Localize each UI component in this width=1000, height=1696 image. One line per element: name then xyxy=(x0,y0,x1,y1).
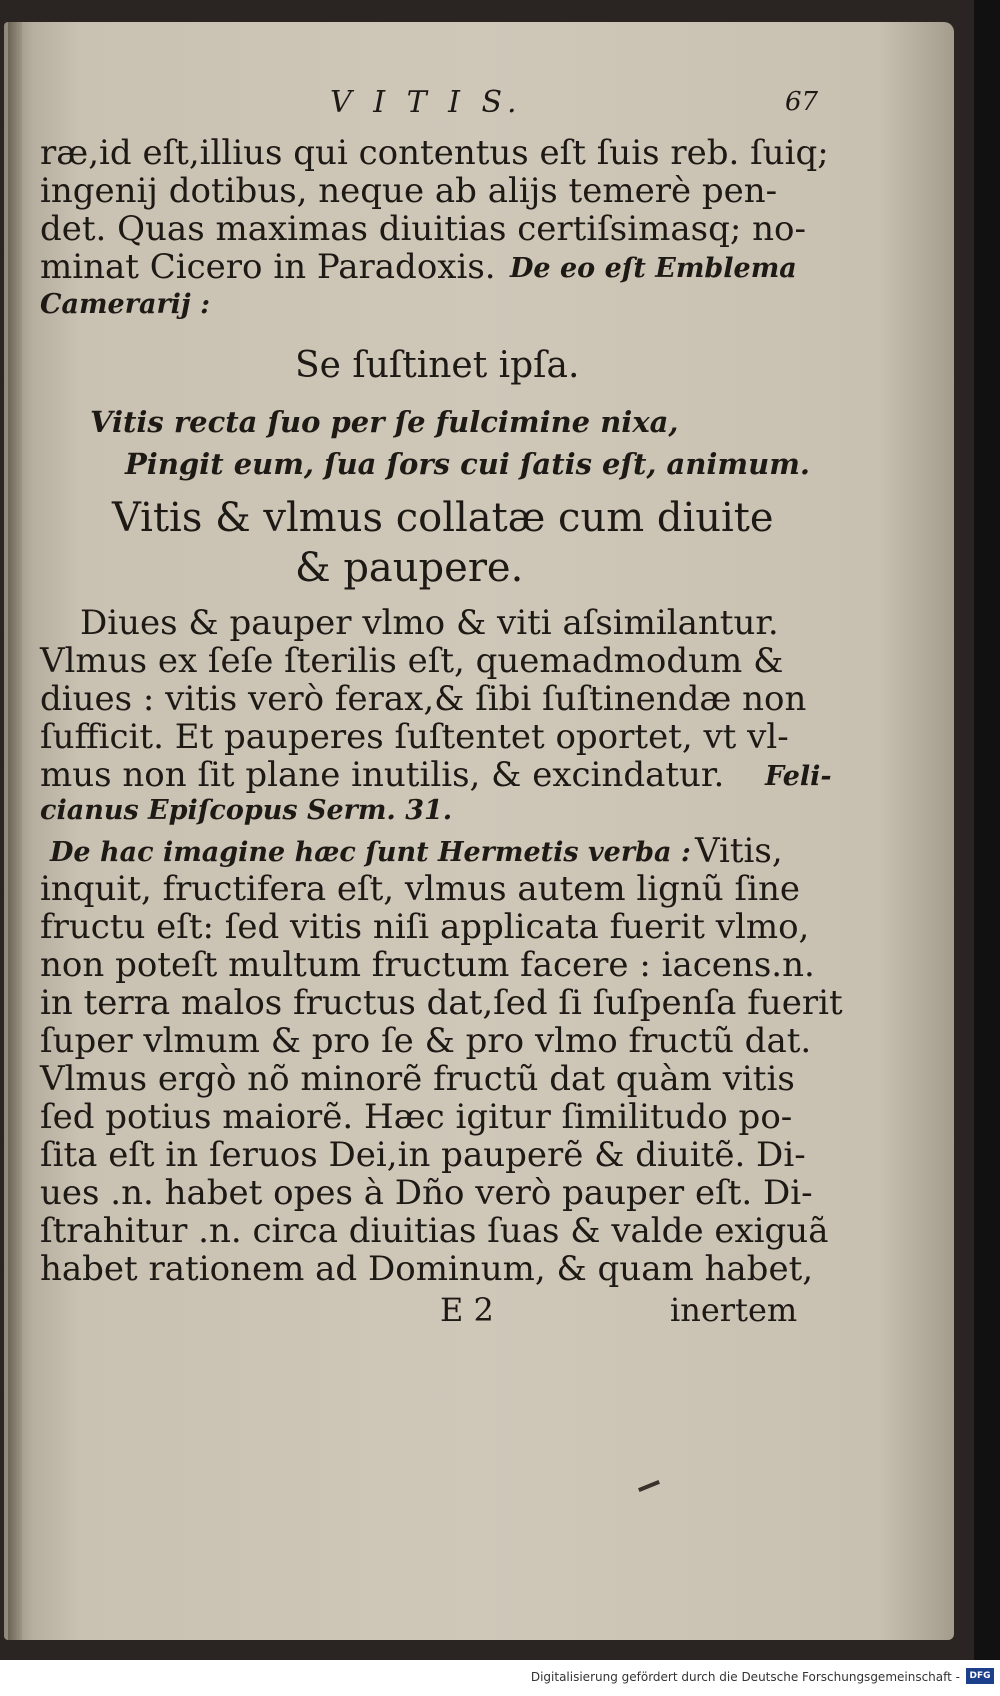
right-black-border xyxy=(974,0,1000,1660)
text-line: Vlmus ergò nõ minorẽ fructũ dat quàm vitis xyxy=(40,1059,795,1099)
motto: Se ſuſtinet ipſa. xyxy=(295,345,580,386)
catchword: inertem xyxy=(670,1291,798,1329)
text-line: ſtrahitur .n. circa diuitias ſuas & valde exiguã xyxy=(40,1211,829,1251)
text-line: Vitis, xyxy=(695,831,783,871)
citation: cianus Epiſcopus Serm. 31. xyxy=(40,795,453,826)
verse-line: Vitis recta ſuo per ſe fulcimine nixa, xyxy=(90,405,679,439)
verse-line: Pingit eum, ſua ſors cui ſatis eſt, animum. xyxy=(125,447,810,481)
text-line: ræ,id eſt,illius qui contentus eſt ſuis reb. ſuiq; xyxy=(40,133,829,173)
section-heading: Vitis & vlmus collatæ cum diuite xyxy=(112,495,774,541)
italic-text: Camerarij : xyxy=(40,289,211,320)
text-line: fructu eſt: ſed vitis niſi applicata fuerit vlmo, xyxy=(40,907,810,947)
text-line: diues : vitis verò ferax,& ſibi ſuſtinendæ non xyxy=(40,679,807,719)
text-line: Diues & pauper vlmo & viti aſsimilantur. xyxy=(80,603,779,643)
funding-credit: Digitalisierung gefördert durch die Deutsche Forschungsgemeinschaft - xyxy=(530,1670,960,1684)
text-line: Vlmus ex ſeſe ſterilis eſt, quemadmodum & xyxy=(40,641,784,681)
text-line: ſed potius maiorẽ. Hæc igitur ſimilitudo po- xyxy=(40,1097,793,1137)
text-line: ſita eſt in ſeruos Dei,in pauperẽ & diuitẽ. Di- xyxy=(40,1135,806,1175)
text-line: ues .n. habet opes à Dño verò pauper eſt. Di- xyxy=(40,1173,813,1213)
text-line: ſuper vlmum & pro ſe & pro vlmo fructũ dat. xyxy=(40,1021,812,1061)
text-line: non poteſt multum fructum facere : iacens.n. xyxy=(40,945,815,985)
italic-text: De eo eſt Emblema xyxy=(510,253,797,284)
signature-mark: E 2 xyxy=(440,1291,494,1329)
footer-bar xyxy=(0,1662,1000,1696)
text-line: mus non ſit plane inutilis, & excindatur. xyxy=(40,755,725,795)
text-line: habet rationem ad Dominum, & quam habet, xyxy=(40,1249,814,1289)
italic-text: De hac imagine hæc ſunt Hermetis verba : xyxy=(50,837,691,868)
text-line: ſufficit. Et pauperes ſuſtentet oportet, vt vl- xyxy=(40,717,789,757)
running-title: V I T I S. xyxy=(330,85,523,120)
page-edge xyxy=(8,22,22,1640)
page-number: 67 xyxy=(785,87,819,117)
text-line: in terra malos fructus dat,ſed ſi ſuſpenſa fuerit xyxy=(40,983,843,1023)
section-heading: & paupere. xyxy=(295,545,524,591)
text-line: ingenij dotibus, neque ab alijs temerè pen- xyxy=(40,171,778,211)
text-line: det. Quas maximas diuitias certiſsimasq; no- xyxy=(40,209,806,249)
text-line: minat Cicero in Paradoxis. xyxy=(40,247,496,287)
italic-text: Feli- xyxy=(765,761,832,792)
text-line: inquit, fructifera eſt, vlmus autem lignũ ſine xyxy=(40,869,800,909)
dfg-logo: DFG xyxy=(966,1668,994,1684)
